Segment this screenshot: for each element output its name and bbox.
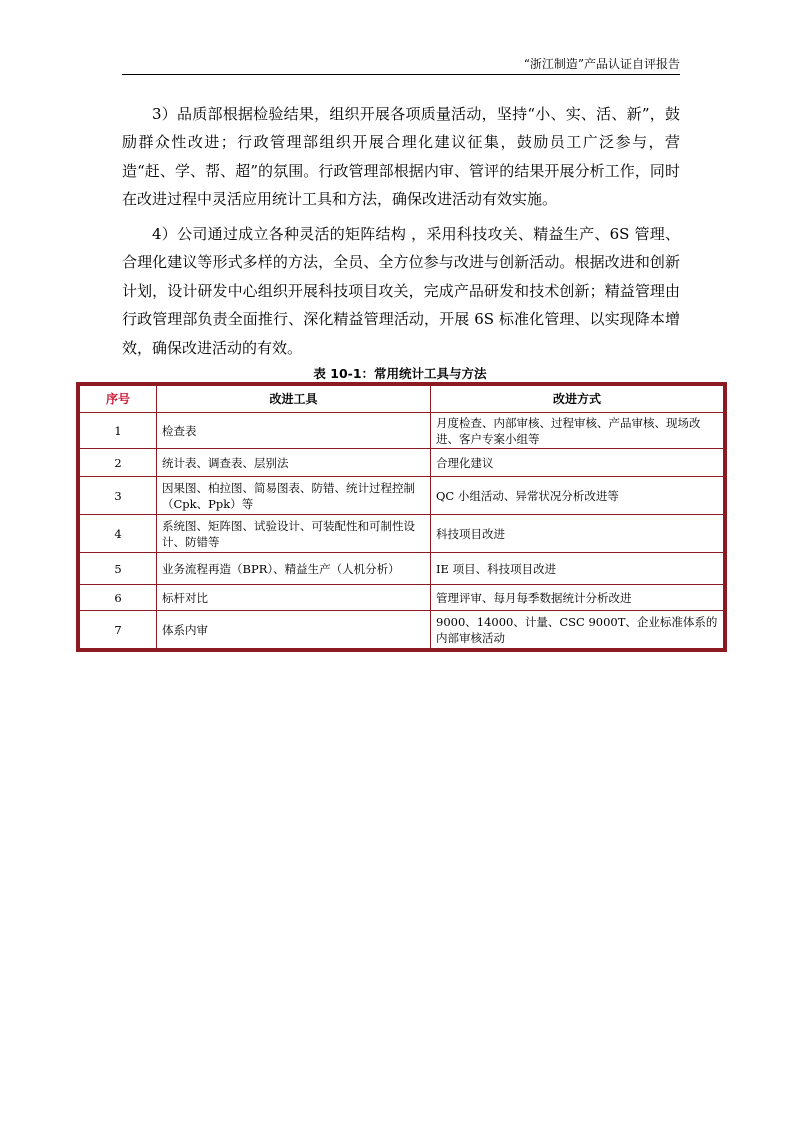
cell-tool: 统计表、调查表、层别法	[157, 449, 431, 477]
page-header	[122, 52, 680, 75]
cell-tool: 标杆对比	[157, 585, 431, 611]
table-row	[80, 477, 724, 515]
cell-method: 管理评审、每月每季数据统计分析改进	[431, 585, 724, 611]
table-caption: 表 10-1：常用统计工具与方法	[313, 366, 487, 381]
cell-tool: 业务流程再造（BPR）、精益生产（人机分析）	[157, 553, 431, 585]
cell-index: 6	[80, 585, 157, 611]
cell-index: 7	[80, 611, 157, 649]
cell-index: 2	[80, 449, 157, 477]
cell-index: 5	[80, 553, 157, 585]
tools-table	[76, 382, 727, 652]
paragraph-3	[122, 100, 680, 214]
table-row	[80, 553, 724, 585]
cell-index: 4	[80, 515, 157, 553]
paragraph-4	[122, 220, 680, 362]
table-header-row	[80, 386, 724, 413]
paragraph-text: 4）公司通过成立各种灵活的矩阵结构 ，采用科技攻关、精益生产、6S 管理、合理化建议等形式多样的方法，全员、全方位参与改进与创新活动。根据改进和创新计划，设计研发中心组织开展科技项目攻关，完成产品研发和技术创新；精益管理由行政管理部负责全面推行、深化精益管理活动，开展 6S 标准化管理、以实现降本增效，确保改进活动的有效。	[122, 225, 680, 357]
table-row	[80, 585, 724, 611]
cell-method: 月度检查、内部审核、过程审核、产品审核、现场改进、客户专案小组等	[431, 413, 724, 449]
cell-method: 9000、14000、计量、CSC 9000T、企业标准体系的内部审核活动	[431, 611, 724, 649]
cell-method: IE 项目、科技项目改进	[431, 553, 724, 585]
cell-method: QC 小组活动、异常状况分析改进等	[431, 477, 724, 515]
cell-tool: 系统图、矩阵图、试验设计、可装配性和可制性设计、防错等	[157, 515, 431, 553]
cell-method: 合理化建议	[431, 449, 724, 477]
table-row	[80, 449, 724, 477]
cell-method: 科技项目改进	[431, 515, 724, 553]
table-row	[80, 413, 724, 449]
cell-tool: 检查表	[157, 413, 431, 449]
cell-index: 3	[80, 477, 157, 515]
cell-index: 1	[80, 413, 157, 449]
paragraph-text: 3）品质部根据检验结果，组织开展各项质量活动，坚持“小、实、活、新”，鼓励群众性改进；行政管理部组织开展合理化建议征集，鼓励员工广泛参与，营造“赶、学、帮、超”的氛围。行政管理部根据内审、管评的结果开展分析工作，同时在改进过程中灵活应用统计工具和方法，确保改进活动有效实施。	[122, 105, 680, 209]
header-index: 序号	[80, 386, 157, 413]
cell-tool: 因果图、柏拉图、简易图表、防错、统计过程控制（Cpk、Ppk）等	[157, 477, 431, 515]
table-row	[80, 515, 724, 553]
header-tool: 改进工具	[157, 386, 431, 413]
table-row	[80, 611, 724, 649]
cell-tool: 体系内审	[157, 611, 431, 649]
header-method: 改进方式	[431, 386, 724, 413]
header-title: “浙江制造”产品认证自评报告	[523, 57, 680, 71]
